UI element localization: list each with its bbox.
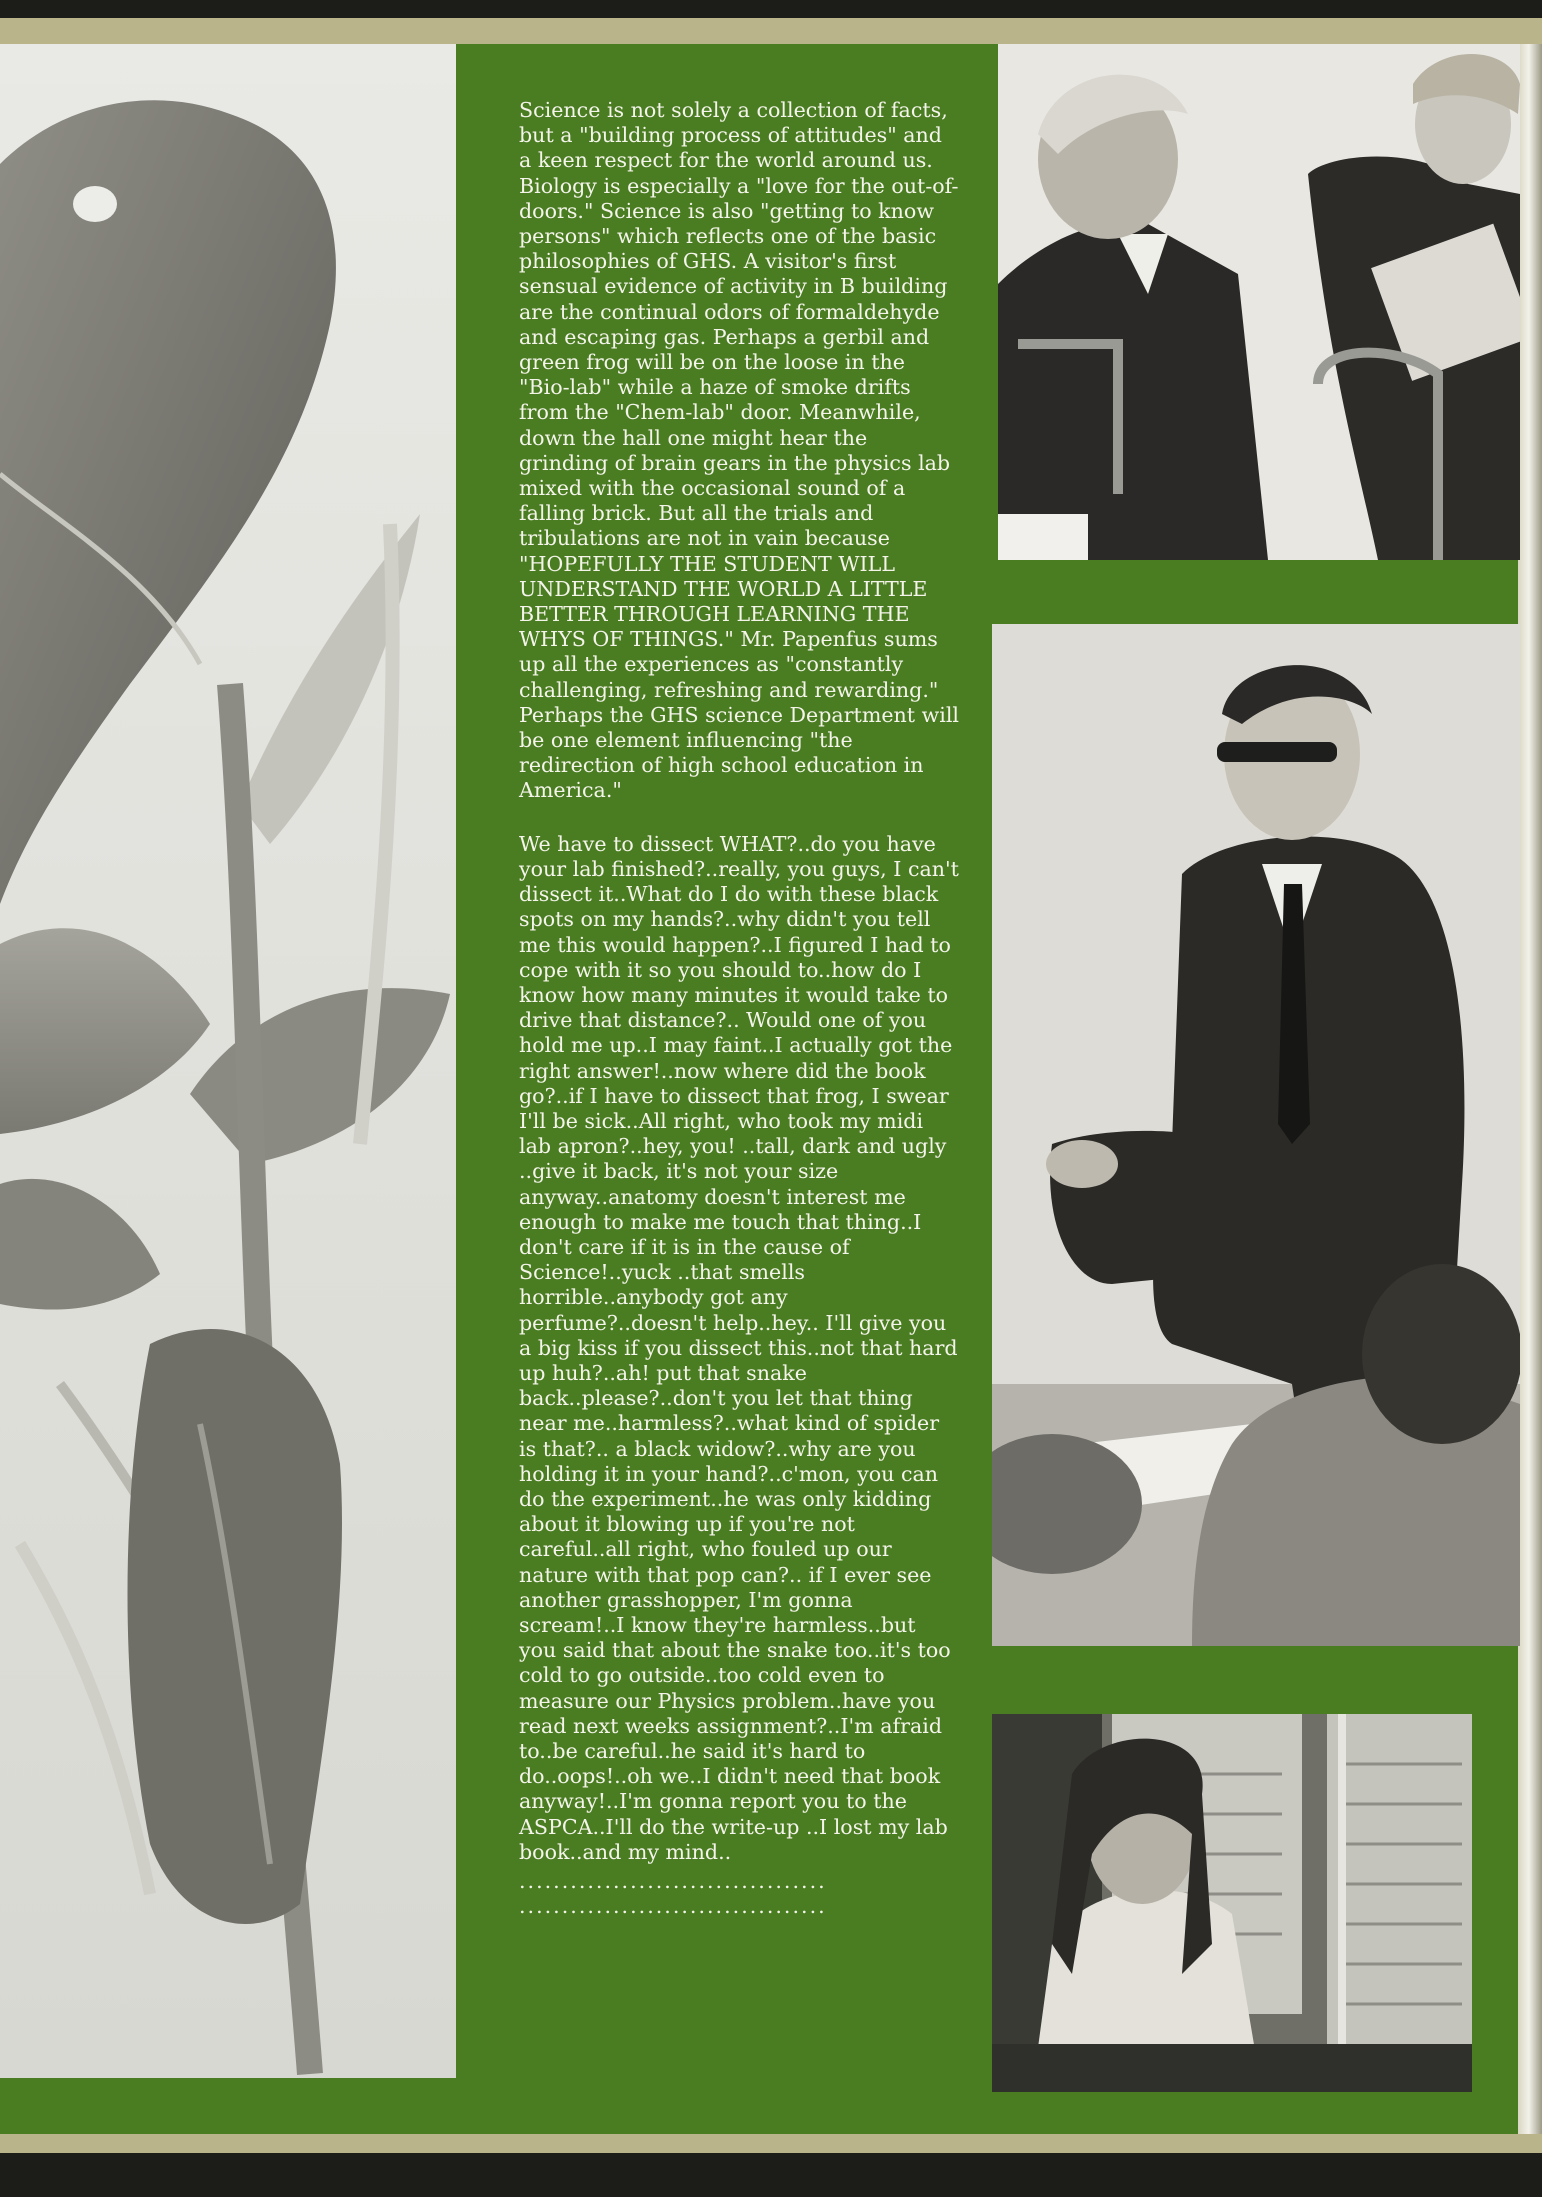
teacher-student-photo [998,44,1520,560]
leaf-photo [0,44,456,2078]
dotted-line: .................................... [519,1869,827,1894]
book-spine-edge [1518,44,1542,2134]
article-text-column [519,98,959,1919]
dotted-line: .................................... [519,1894,827,1919]
article-paragraph-lab-quotes: We have to dissect WHAT?..do you have your lab finished?..really, you guys, I can't dissect it..What do I do with these black spots on my hands?..why didn't you tell me this would happen?..I figured I had to cope with it so you should to..how do I know how many minutes it would take to drive that distance?.. Would one of you hold me up..I may faint..I actually got the right answer!..now where did the book go?..if I have to dissect that frog, I swear I'll be sick..All right, who took my midi lab apron?..hey, you! ..tall, dark and ugly ..give it back, it's not your size anyway..anatomy doesn't interest me enough to make me touch that thing..I don't care if it is in the cause of Science!..yuck ..that smells horrible..anybody got any perfume?..doesn't help..hey.. I'll give you a big kiss if you dissect this..not that hard up huh?..ah! put that snake back..please?..don't you let that thing near me..harmless?..what kind of spider is that?.. a black widow?..why are you holding it in your hand?..c'mon, you can do the experiment..he was only kidding about it blowing up if you're not careful..all right, who fouled up our nature with that pop can?.. if I ever see another grasshopper, I'm gonna scream!..I know they're harmless..but you said that about the snake too..it's too cold to go outside..too cold even to measure our Physics problem..have you read next weeks assignment?..I'm afraid to..be careful..he said it's hard to do..oops!..oh we..I didn't need that book anyway!..I'm gonna report you to the ASPCA..I'll do the write-up ..I lost my lab book..and my mind.. [519,831,959,1864]
student-lab-photo [992,1714,1472,2092]
article-paragraph-intro: Science is not solely a collection of facts, but a "building process of attitudes" and a keen respect for the world around us. Biology is especially a "love for the out-of-doors." Science is also "getting to know persons" which reflects one of the basic philosophies of GHS. A visitor's first sensual evidence of activity in B building are the continual odors of formaldehyde and escaping gas. Perhaps a gerbil and green frog will be on the loose in the "Bio-lab" while a haze of smoke drifts from the "Chem-lab" door. Meanwhile, down the hall one might hear the grinding of brain gears in the physics lab mixed with the occasional sound of a falling brick. But all the trials and tribulations are not in vain because "HOPEFULLY THE STUDENT WILL UNDERSTAND THE WORLD A LITTLE BETTER THROUGH LEARNING THE WHYS OF THINGS." Mr. Papenfus sums up all the experiences as "constantly challenging, refreshing and rewarding." Perhaps the GHS science Department will be one element influencing "the redirection of high school education in America." [519,98,960,803]
lecturing-teacher-photo [992,624,1520,1646]
